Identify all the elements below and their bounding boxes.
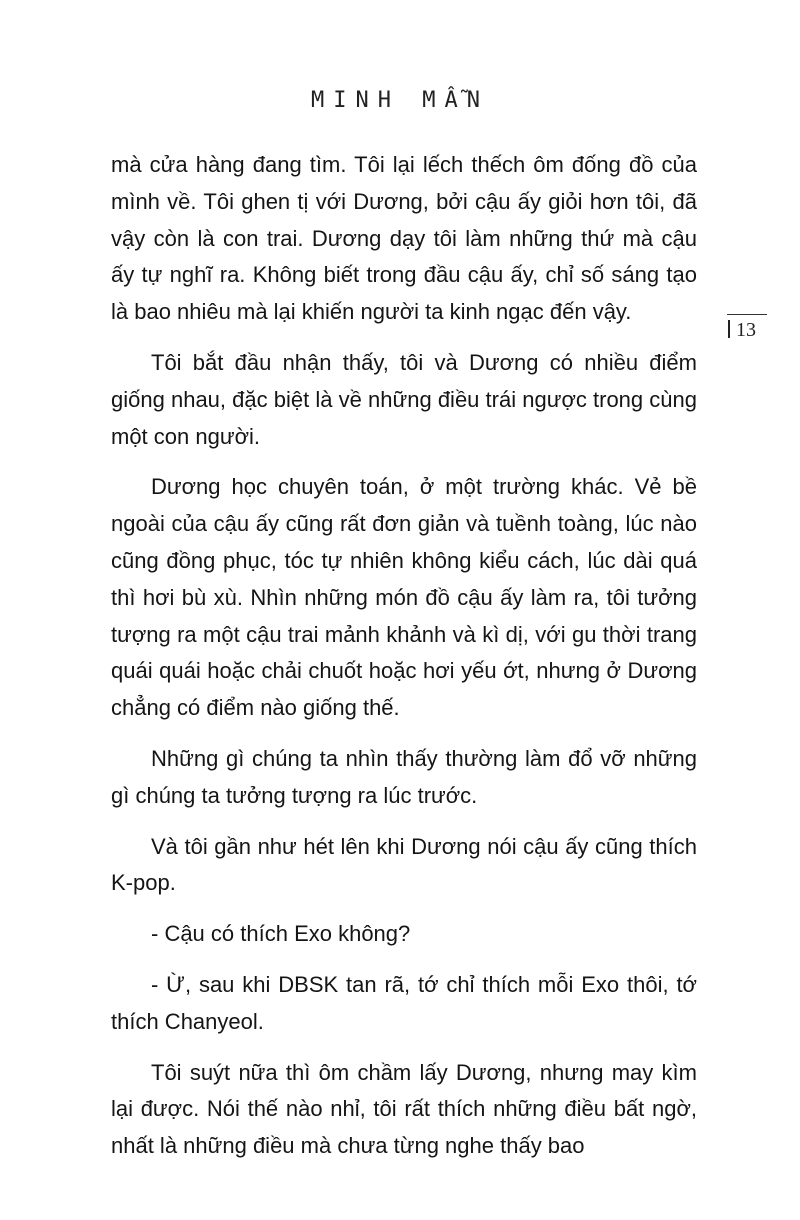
body-text xyxy=(111,147,697,1165)
paragraph-continued: mà cửa hàng đang tìm. Tôi lại lếch thếch ôm đống đồ của mình về. Tôi ghen tị với Dương, bởi cậu ấy giỏi hơn tôi, đã vậy còn là con trai. Dương dạy tôi làm những thứ mà cậu ấy tự nghĩ ra. Không biết trong đầu cậu ấy, chỉ số sáng tạo là bao nhiêu mà lại khiến người ta kinh ngạc đến vậy. xyxy=(111,152,697,325)
paragraph: Những gì chúng ta nhìn thấy thường làm đổ vỡ những gì chúng ta tưởng tượng ra lúc trước. xyxy=(111,745,697,808)
paragraph: Dương học chuyên toán, ở một trường khác. Vẻ bề ngoài của cậu ấy cũng rất đơn giản và tuềnh toàng, lúc nào cũng đồng phục, tóc tự nhiên không kiểu cách, lúc dài quá thì hơi bù xù. Nhìn những món đồ cậu ấy làm ra, tôi tưởng tượng ra một cậu trai mảnh khảnh và kì dị, với gu thời trang quái quái hoặc chải chuốt hoặc hơi yếu ớt, nhưng ở Dương chẳng có điểm nào giống thế. xyxy=(111,474,697,721)
dialogue-line: - Ừ, sau khi DBSK tan rã, tớ chỉ thích mỗi Exo thôi, tớ thích Chanyeol. xyxy=(111,971,697,1034)
page-number xyxy=(728,319,756,342)
dialogue-line: - Cậu có thích Exo không? xyxy=(151,921,411,947)
paragraph: Tôi bắt đầu nhận thấy, tôi và Dương có nhiều điểm giống nhau, đặc biệt là về những điều trái ngược trong cùng một con người. xyxy=(111,349,697,449)
running-header-title: MINH MẪN xyxy=(311,88,489,113)
paragraph: Tôi suýt nữa thì ôm chầm lấy Dương, nhưng may kìm lại được. Nói thế nào nhỉ, tôi rất thích những điều bất ngờ, nhất là những điều mà chưa từng nghe thấy bao xyxy=(111,1059,697,1159)
page-number-value: 13 xyxy=(736,319,756,341)
page-number-rule xyxy=(727,314,767,315)
paragraph: Và tôi gần như hét lên khi Dương nói cậu ấy cũng thích K-pop. xyxy=(111,833,697,896)
page-number-bar xyxy=(728,320,730,338)
